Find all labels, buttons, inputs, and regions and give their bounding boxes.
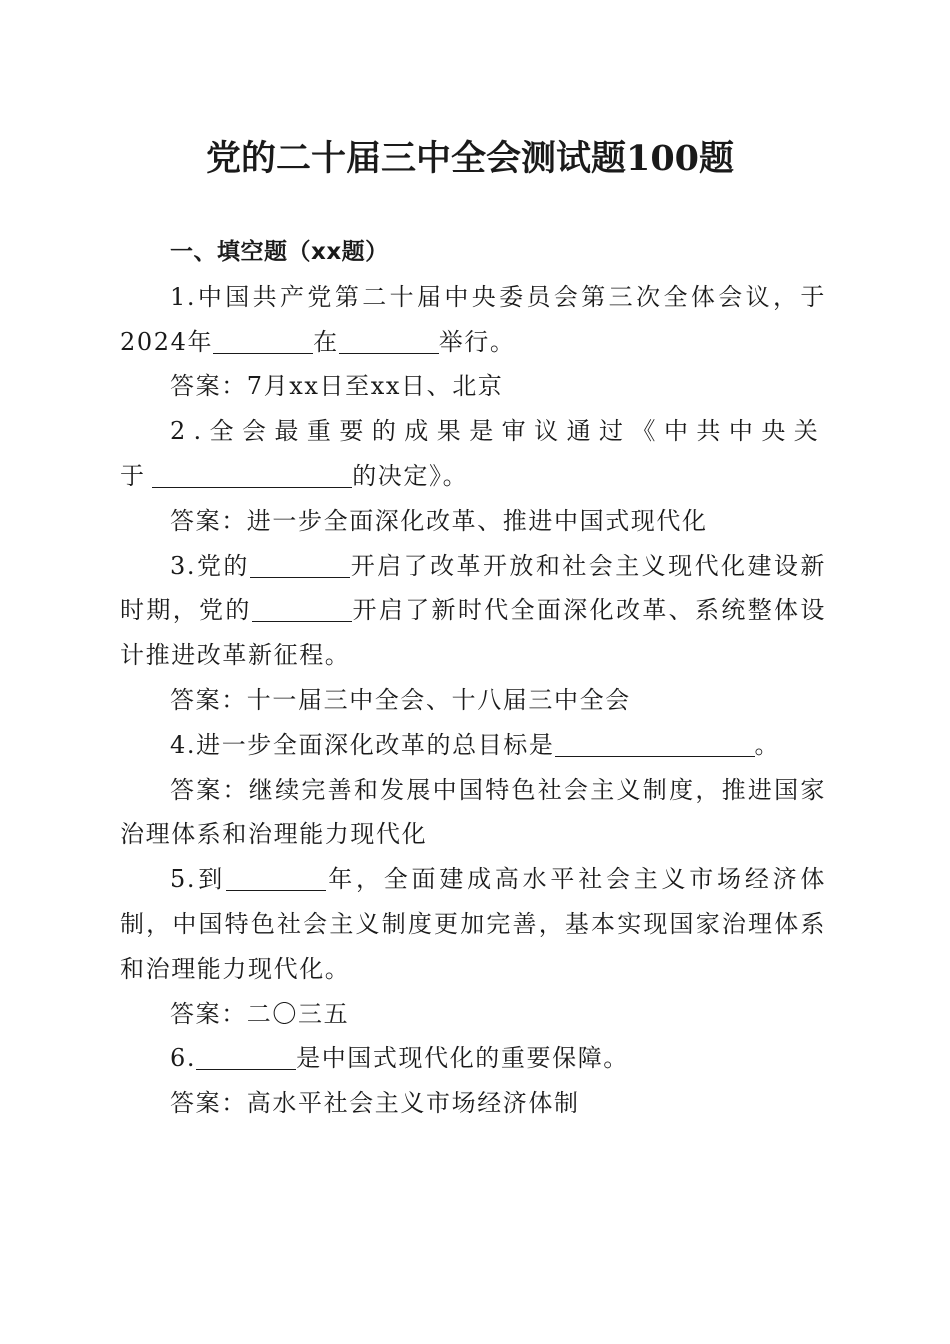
question-text: 。 — [754, 730, 781, 759]
answer-3: 答案：十一届三中全会、十八届三中全会 — [170, 685, 631, 714]
question-text: 开启了新时代全面深化改革、系统整体设计推进改革新征程。 — [120, 596, 826, 670]
question-3 — [120, 544, 826, 678]
fill-blank — [213, 329, 313, 354]
fill-blank — [196, 1045, 296, 1070]
question-text: 6. — [170, 1044, 197, 1073]
fill-blank — [339, 329, 439, 354]
answer-2: 答案：进一步全面深化改革、推进中国式现代化 — [170, 506, 708, 535]
question-text: 年，全面建成高水平社会主义市场经济体制，中国特色社会主义制度更加完善，基本实现国家治理体系和治理能力现代化。 — [120, 865, 826, 983]
question-1 — [120, 275, 826, 365]
fill-blank — [226, 866, 326, 891]
question-text: 开启了改革开放和社会主义现代化建设新时期，党的 — [120, 551, 826, 625]
fill-blank — [250, 553, 350, 578]
question-4 — [120, 723, 826, 768]
question-5 — [120, 857, 826, 991]
answer-4: 答案：继续完善和发展中国特色社会主义制度，推进国家治理体系和治理能力现代化 — [120, 775, 826, 849]
question-text: 4.进一步全面深化改革的总目标是 — [170, 730, 555, 759]
question-text: 举行。 — [438, 327, 516, 356]
document-body — [120, 230, 826, 1126]
question-2 — [120, 409, 826, 499]
question-text: 1.中国共产党第二十届中央委员会第三次全体会议，于2024年 — [120, 282, 826, 356]
answer-6: 答案：高水平社会主义市场经济体制 — [170, 1089, 580, 1118]
fill-blank — [555, 732, 755, 757]
section-heading: 一、填空题（xx题） — [170, 239, 389, 265]
answer-5: 答案：二〇三五 — [170, 999, 350, 1028]
question-6 — [120, 1036, 826, 1081]
fill-blank — [152, 463, 352, 488]
question-text: 2.全会最重要的成果是审议通过《中共中央关于 — [120, 417, 826, 490]
question-text: 在 — [313, 327, 339, 356]
fill-blank — [252, 597, 352, 622]
question-text: 是中国式现代化的重要保障。 — [296, 1044, 629, 1073]
question-text: 3.党的 — [170, 551, 250, 580]
question-text: 5.到 — [170, 865, 227, 894]
answer-1: 答案：7月xx日至xx日、北京 — [170, 372, 504, 401]
question-text: 的决定》。 — [352, 461, 469, 490]
document-title: 党的二十届三中全会测试题100题 — [205, 138, 735, 179]
